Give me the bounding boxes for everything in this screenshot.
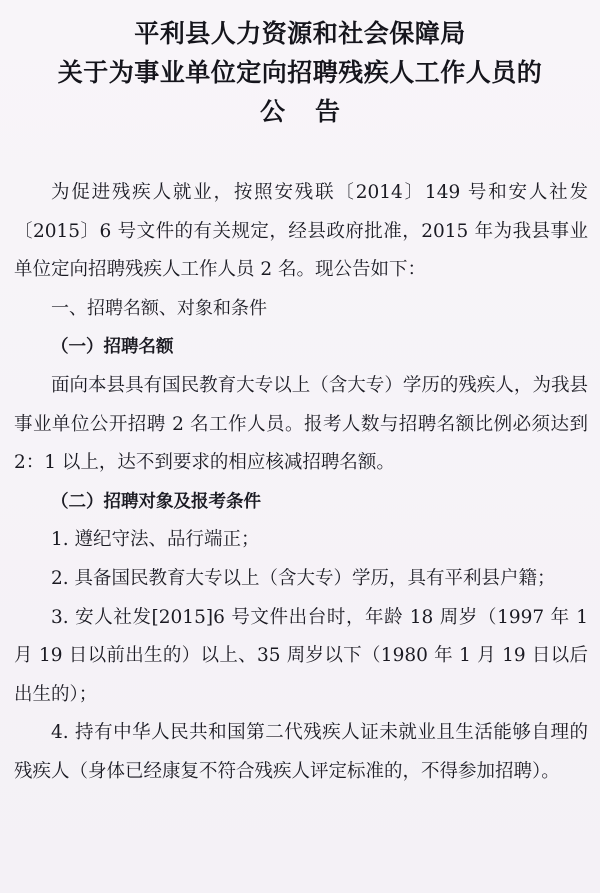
quota-paragraph: 面向本县具有国民教育大专以上（含大专）学历的残疾人，为我县事业单位公开招聘 2 名工作人员。报考人数与招聘名额比例必须达到 2：1 以上，达不到要求的相应核减招聘名额。	[14, 374, 588, 474]
condition-item-2: 2. 具备国民教育大专以上（含大专）学历，具有平利县户籍；	[51, 567, 556, 589]
intro-paragraph: 为促进残疾人就业，按照安残联〔2014〕149 号和安人社发〔2015〕6 号文件的有关规定，经县政府批准，2015 年为我县事业单位定向招聘残疾人工作人员 2 名。现公告如下：	[14, 182, 588, 281]
document-title-line-3: 公告	[259, 97, 370, 126]
condition-item-4: 4. 持有中华人民共和国第二代残疾人证未就业且生活能够自理的残疾人（身体已经康复不符合残疾人评定标准的，不得参加招聘）。	[14, 722, 588, 782]
section-heading-1: 一、招聘名额、对象和条件	[51, 297, 267, 319]
subsection-heading-1: （一）招聘名额	[51, 337, 174, 358]
condition-item-1: 1. 遵纪守法、品行端正；	[51, 529, 260, 551]
document-body	[14, 174, 588, 792]
document-title-line-2: 关于为事业单位定向招聘残疾人工作人员的	[57, 58, 543, 87]
document-title-line-1: 平利县人力资源和社会保障局	[134, 19, 466, 48]
subsection-heading-2: （二）招聘对象及报考条件	[51, 491, 261, 512]
condition-item-3: 3. 安人社发[2015]6 号文件出台时，年龄 18 周岁（1997 年 1 月 19 日以前出生的）以上、35 周岁以下（1980 年 1 月 19 日以后出生的）；	[14, 606, 588, 705]
